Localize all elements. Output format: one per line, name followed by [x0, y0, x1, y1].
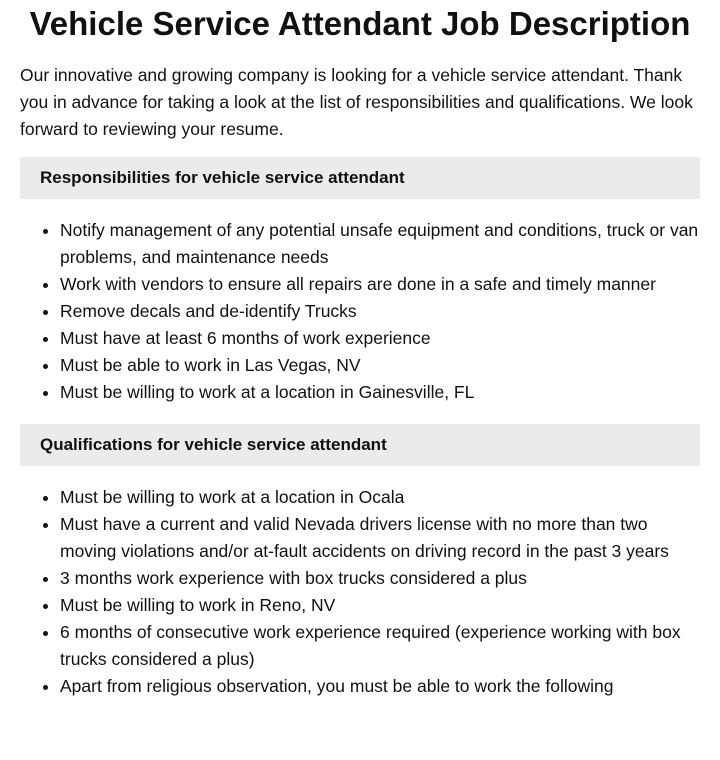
list-item: • Remove decals and de-identify Trucks	[60, 298, 700, 325]
list-item: • Must be willing to work in Reno, NV	[60, 592, 700, 619]
responsibilities-heading: Responsibilities for vehicle service attendant	[20, 157, 700, 199]
list-item: • Must be willing to work at a location in Gainesville, FL	[60, 379, 700, 406]
responsibilities-list	[20, 217, 700, 406]
page-title: Vehicle Service Attendant Job Description	[29, 5, 691, 42]
list-item: • Notify management of any potential unsafe equipment and conditions, truck or van problems, and maintenance needs	[60, 217, 700, 271]
list-item: • Must be willing to work at a location in Ocala	[60, 484, 700, 511]
list-item: • Must be able to work in Las Vegas, NV	[60, 352, 700, 379]
list-item: • Must have a current and valid Nevada drivers license with no more than two moving violations and/or at-fault accidents on driving record in the past 3 years	[60, 511, 700, 565]
list-item: • Work with vendors to ensure all repairs are done in a safe and timely manner	[60, 271, 700, 298]
list-item: • 6 months of consecutive work experience required (experience working with box trucks considered a plus)	[60, 619, 700, 673]
list-item: • Apart from religious observation, you must be able to work the following	[60, 673, 700, 700]
list-item: • Must have at least 6 months of work experience	[60, 325, 700, 352]
qualifications-heading: Qualifications for vehicle service attendant	[20, 424, 700, 466]
intro-text: Our innovative and growing company is looking for a vehicle service attendant. Thank you in advance for taking a look at the list of responsibilities and qualifications. We look forward to reviewing your resume.	[20, 65, 693, 139]
qualifications-list	[20, 484, 700, 700]
list-item: • 3 months work experience with box trucks considered a plus	[60, 565, 700, 592]
